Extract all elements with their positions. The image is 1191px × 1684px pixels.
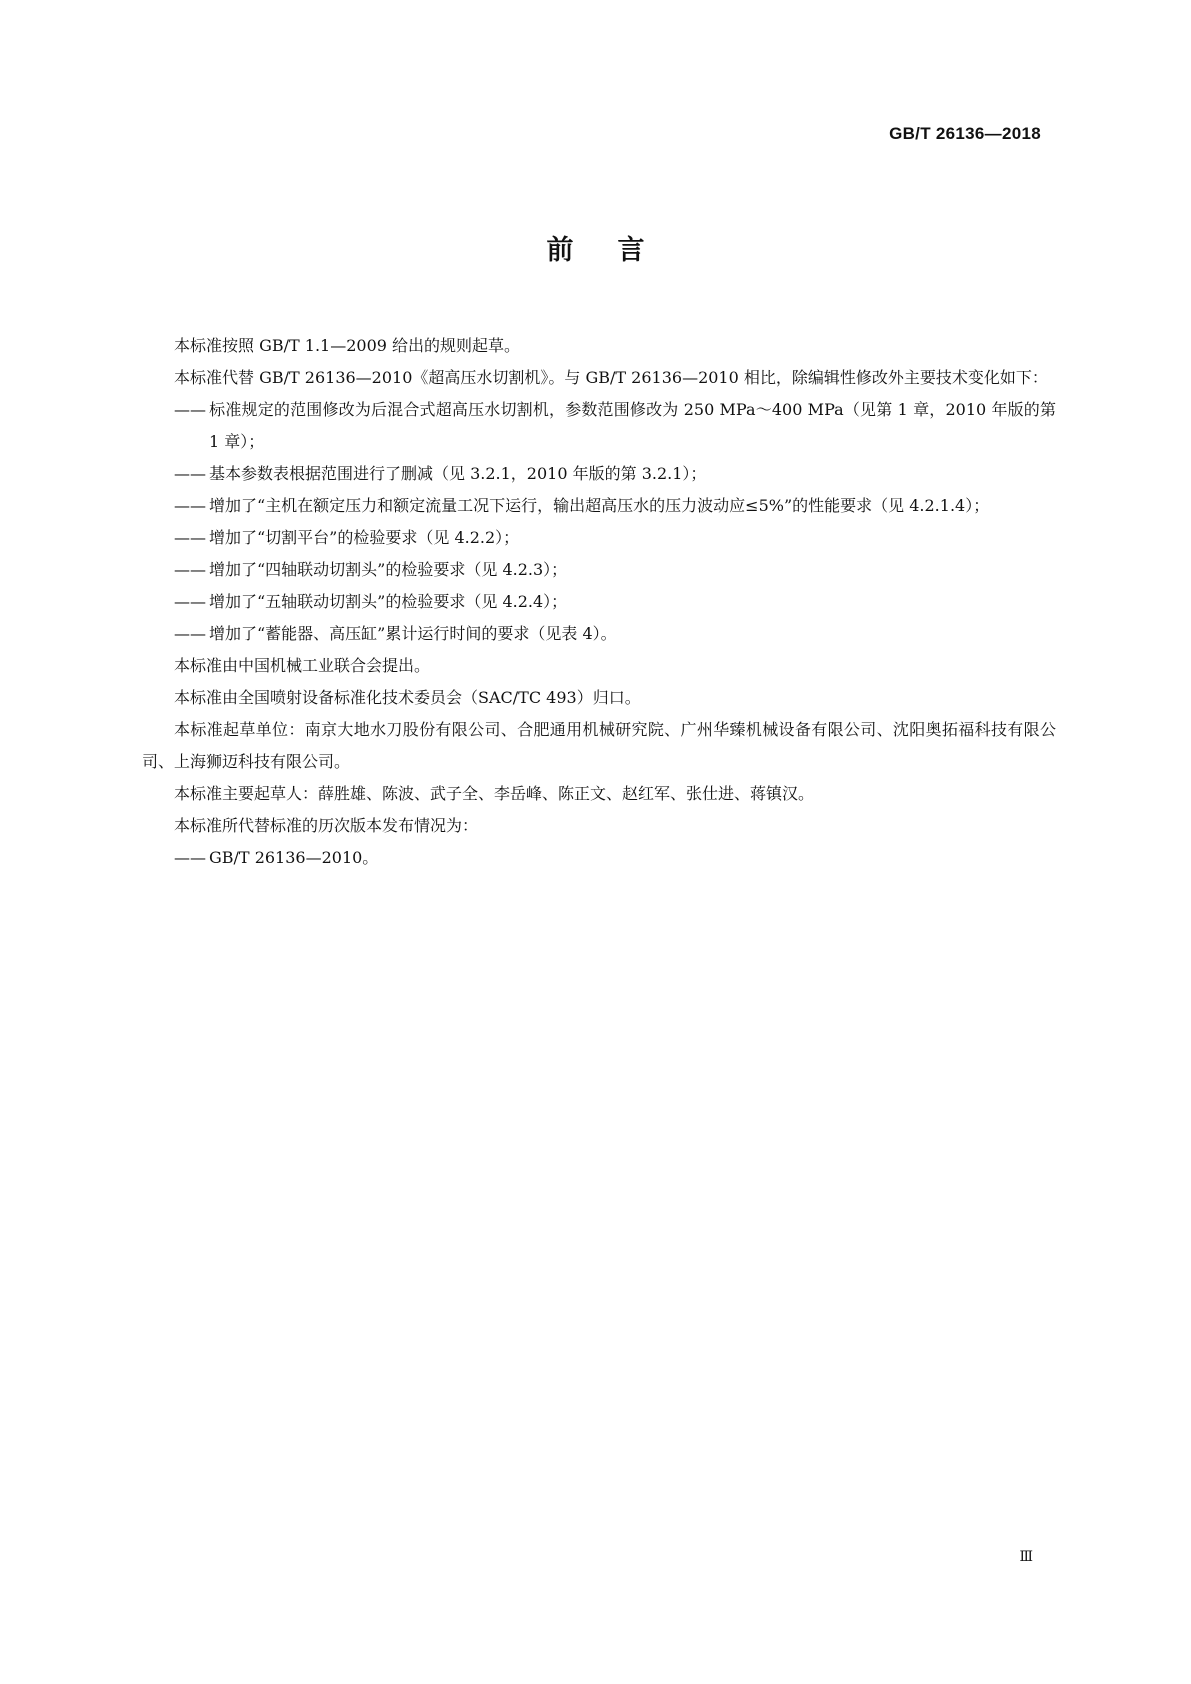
- dash-marker: ——: [174, 624, 206, 643]
- list-item: [142, 458, 1056, 490]
- list-item-text: 增加了“蓄能器、高压缸”累计运行时间的要求（见表 4）。: [209, 624, 617, 643]
- list-item: [142, 618, 1056, 650]
- dash-marker: ——: [174, 400, 206, 419]
- page-number: Ⅲ: [1019, 1549, 1033, 1565]
- dash-marker: ——: [174, 560, 206, 579]
- list-item: [142, 522, 1056, 554]
- list-item: [142, 394, 1056, 458]
- paragraph: 本标准由中国机械工业联合会提出。: [174, 656, 431, 675]
- list-item: [142, 842, 1056, 874]
- list-item-text: 增加了“五轴联动切割头”的检验要求（见 4.2.4）；: [209, 592, 568, 611]
- list-item: [142, 490, 1056, 522]
- paragraph: 本标准所代替标准的历次版本发布情况为：: [174, 816, 479, 835]
- dash-marker: ——: [174, 496, 206, 515]
- list-item-text: 增加了“主机在额定压力和额定流量工况下运行，输出超高压水的压力波动应≤5%”的性能要求（见 4.2.1.4）；: [209, 496, 990, 515]
- dash-marker: ——: [174, 528, 206, 547]
- list-item-text: 增加了“切割平台”的检验要求（见 4.2.2）；: [209, 528, 520, 547]
- dash-marker: ——: [174, 848, 206, 867]
- dash-marker: ——: [174, 464, 206, 483]
- dash-marker: ——: [174, 592, 206, 611]
- list-item-text: 标准规定的范围修改为后混合式超高压水切割机，参数范围修改为 250 MPa～400 MPa（见第 1 章，2010 年版的第 1 章）；: [209, 400, 1056, 451]
- page-title: 前言: [546, 235, 689, 266]
- standard-code: GB/T 26136—2018: [889, 124, 1041, 143]
- foreword-body: [142, 330, 1056, 874]
- paragraph: 本标准代替 GB/T 26136—2010《超高压水切割机》。与 GB/T 26136—2010 相比，除编辑性修改外主要技术变化如下：: [174, 368, 1048, 387]
- paragraph: 本标准按照 GB/T 1.1—2009 给出的规则起草。: [174, 336, 521, 355]
- list-item-text: 基本参数表根据范围进行了删减（见 3.2.1，2010 年版的第 3.2.1）；: [209, 464, 707, 483]
- paragraph: 本标准由全国喷射设备标准化技术委员会（SAC/TC 493）归口。: [174, 688, 641, 707]
- paragraph: 本标准起草单位：南京大地水刀股份有限公司、合肥通用机械研究院、广州华臻机械设备有限公司、沈阳奥拓福科技有限公司、上海狮迈科技有限公司。: [142, 720, 1056, 771]
- list-item-text: 增加了“四轴联动切割头”的检验要求（见 4.2.3）；: [209, 560, 568, 579]
- paragraph: 本标准主要起草人：薛胜雄、陈波、武子全、李岳峰、陈正文、赵红军、张仕进、蒋镇汉。: [174, 784, 815, 803]
- list-item: [142, 586, 1056, 618]
- list-item-text: GB/T 26136—2010。: [209, 848, 379, 867]
- list-item: [142, 554, 1056, 586]
